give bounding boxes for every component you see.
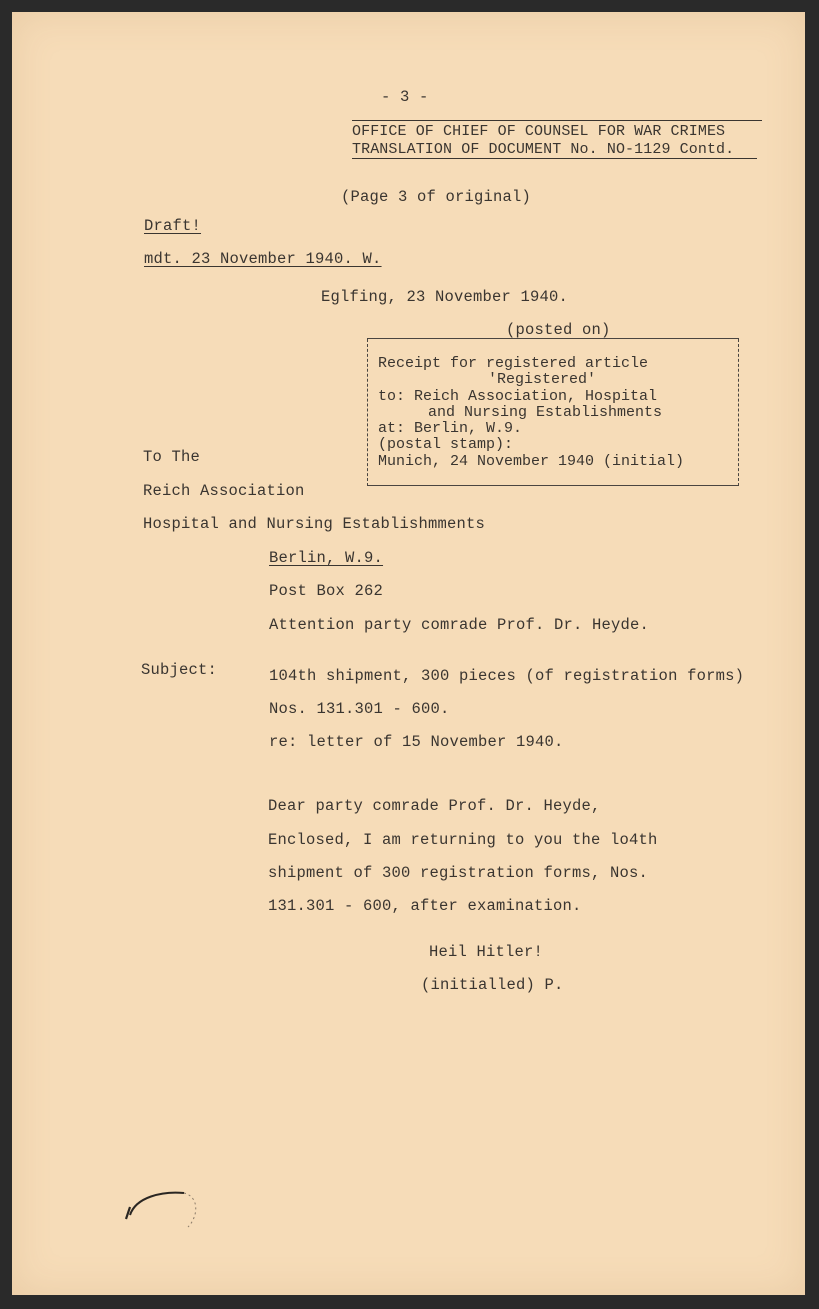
address-attention: Attention party comrade Prof. Dr. Heyde. — [269, 616, 650, 634]
receipt-line-4: and Nursing Establishments — [428, 404, 663, 421]
closing-greeting: Heil Hitler! — [429, 943, 544, 961]
receipt-line-6: (postal stamp): — [378, 436, 514, 453]
subject-line-3: re: letter of 15 November 1940. — [269, 733, 564, 751]
body-line-3: 131.301 - 600, after examination. — [268, 897, 582, 915]
closing-initialled: (initialled) P. — [421, 976, 564, 994]
page-number: - 3 - — [381, 88, 429, 106]
address-line-1: Reich Association — [143, 482, 305, 500]
receipt-line-1: Receipt for registered article — [378, 355, 649, 372]
receipt-line-5: at: Berlin, W.9. — [378, 420, 523, 437]
header-line-2: TRANSLATION OF DOCUMENT No. NO-1129 Contd. — [352, 141, 735, 158]
place-date: Eglfing, 23 November 1940. — [321, 288, 569, 306]
body-line-1: Enclosed, I am returning to you the lo4th — [268, 831, 658, 849]
subject-line-2: Nos. 131.301 - 600. — [269, 700, 450, 718]
subject-line-1: 104th shipment, 300 pieces (of registration forms) — [269, 667, 745, 685]
header-top-rule — [352, 120, 762, 121]
address-post-box: Post Box 262 — [269, 582, 384, 600]
body-line-2: shipment of 300 registration forms, Nos. — [268, 864, 649, 882]
receipt-line-2: 'Registered' — [488, 371, 597, 388]
receipt-line-7: Munich, 24 November 1940 (initial) — [378, 453, 685, 470]
address-to: To The — [143, 448, 201, 466]
page-of-original: (Page 3 of original) — [341, 188, 532, 206]
receipt-line-3: to: Reich Association, Hospital — [378, 388, 658, 405]
subject-label: Subject: — [141, 661, 218, 679]
header-line-1: OFFICE OF CHIEF OF COUNSEL FOR WAR CRIMES — [352, 123, 726, 140]
address-line-2: Hospital and Nursing Establishmments — [143, 515, 486, 533]
address-city: Berlin, W.9. — [269, 549, 384, 567]
posted-on: (posted on) — [506, 321, 611, 339]
salutation: Dear party comrade Prof. Dr. Heyde, — [268, 797, 601, 815]
mdt-line: mdt. 23 November 1940. W. — [144, 250, 382, 268]
draft-label: Draft! — [144, 217, 202, 235]
pencil-mark-icon — [122, 1187, 212, 1247]
document-page — [12, 12, 805, 1295]
header-bottom-rule — [352, 158, 757, 159]
